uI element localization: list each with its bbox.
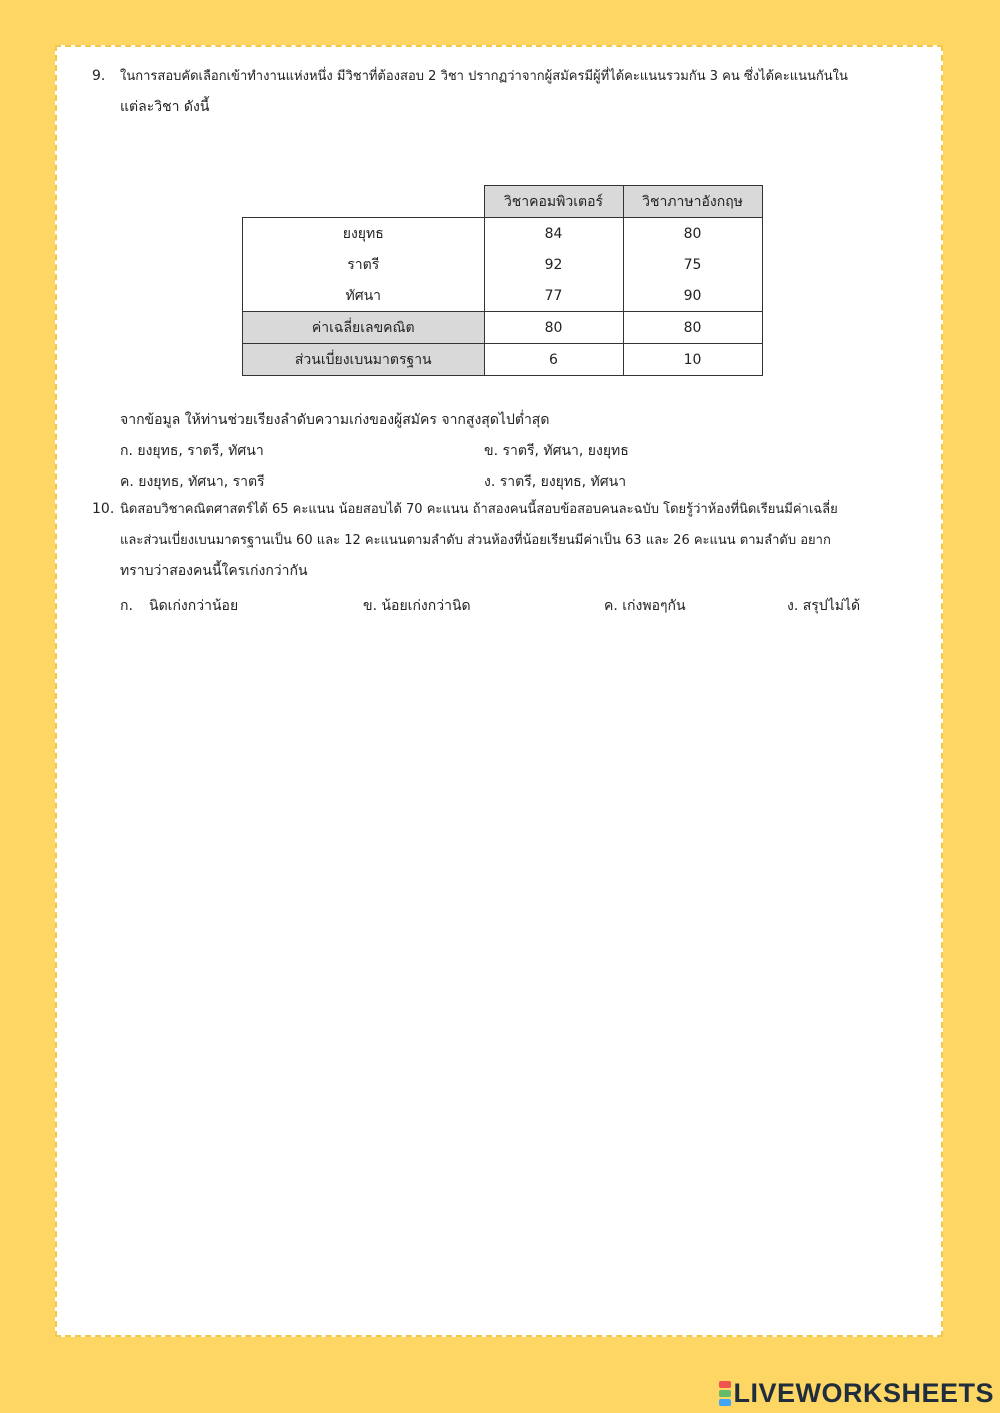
- question-9-option-c[interactable]: ค. ยงยุทธ, ทัศนา, ราตรี: [120, 474, 265, 490]
- sd-label: ส่วนเบี่ยงเบนมาตรฐาน: [243, 344, 485, 376]
- header-computer: วิชาคอมพิวเตอร์: [484, 186, 623, 218]
- question-10: [57, 494, 945, 589]
- score-table-header: [243, 186, 763, 218]
- row-english: 80: [623, 218, 762, 250]
- question-9: [57, 61, 945, 131]
- row-name: ราตรี: [243, 249, 485, 280]
- row-name: ทัศนา: [243, 280, 485, 312]
- question-10-option-a[interactable]: นิดเก่งกว่าน้อย: [149, 598, 239, 614]
- sd-english: 10: [623, 344, 762, 376]
- question-10-number: 10.: [92, 501, 115, 517]
- row-name: ยงยุทธ: [243, 218, 485, 250]
- question-10-line-3: ทราบว่าสองคนนี้ใครเก่งกว่ากัน: [120, 563, 308, 579]
- table-row: [243, 249, 763, 280]
- mean-row: [243, 312, 763, 344]
- row-computer: 92: [484, 249, 623, 280]
- mean-english: 80: [623, 312, 762, 344]
- row-computer: 84: [484, 218, 623, 250]
- logo-mark-icon: [719, 1380, 731, 1407]
- score-table: [242, 185, 763, 376]
- question-10-line-2: และส่วนเบี่ยงเบนมาตรฐานเป็น 60 และ 12 คะแนนตามลำดับ ส่วนห้องที่น้อยเรียนมีค่าเป็น 63 และ 26 คะแนน ตามลำดับ อยาก: [120, 533, 831, 548]
- table-row: [243, 280, 763, 312]
- row-english: 90: [623, 280, 762, 312]
- question-10-option-d[interactable]: ง. สรุปไม่ได้: [787, 598, 861, 614]
- mean-label: ค่าเฉลี่ยเลขคณิต: [243, 312, 485, 344]
- liveworksheets-logo: [719, 1378, 994, 1409]
- question-9-option-a[interactable]: ก. ยงยุทธ, ราตรี, ทัศนา: [120, 443, 264, 459]
- header-english: วิชาภาษาอังกฤษ: [623, 186, 762, 218]
- mean-computer: 80: [484, 312, 623, 344]
- question-10-option-a-prefix: ก.: [120, 598, 133, 614]
- question-9-prompt: จากข้อมูล ให้ท่านช่วยเรียงลำดับความเก่งของผู้สมัคร จากสูงสุดไปต่ำสุด: [120, 412, 550, 428]
- question-9-line-2: แต่ละวิชา ดังนี้: [120, 99, 210, 115]
- table-row: [243, 218, 763, 250]
- question-10-line-1: นิดสอบวิชาคณิตศาสตร์ได้ 65 คะแนน น้อยสอบได้ 70 คะแนน ถ้าสองคนนี้สอบข้อสอบคนละฉบับ โดยรู้ว่าห้องที่นิดเรียนมีค่าเฉลี่ย: [120, 502, 838, 517]
- logo-text: LIVEWORKSHEETS: [733, 1378, 994, 1408]
- sd-row: [243, 344, 763, 376]
- header-blank: [243, 186, 485, 218]
- question-9-option-d[interactable]: ง. ราตรี, ยงยุทธ, ทัศนา: [484, 474, 627, 490]
- row-english: 75: [623, 249, 762, 280]
- question-10-option-c[interactable]: ค. เก่งพอๆกัน: [604, 598, 686, 614]
- question-9-option-b[interactable]: ข. ราตรี, ทัศนา, ยงยุทธ: [484, 443, 629, 459]
- question-9-line-1: ในการสอบคัดเลือกเข้าทำงานแห่งหนึ่ง มีวิชาที่ต้องสอบ 2 วิชา ปรากฏว่าจากผู้สมัครมีผู้ที่ได้คะแนนรวมกัน 3 คน ซึ่งได้คะแนนกันใน: [120, 69, 848, 84]
- row-computer: 77: [484, 280, 623, 312]
- worksheet-page: [55, 45, 943, 1337]
- question-9-number: 9.: [92, 68, 106, 84]
- question-10-option-b[interactable]: ข. น้อยเก่งกว่านิด: [363, 598, 471, 614]
- sd-computer: 6: [484, 344, 623, 376]
